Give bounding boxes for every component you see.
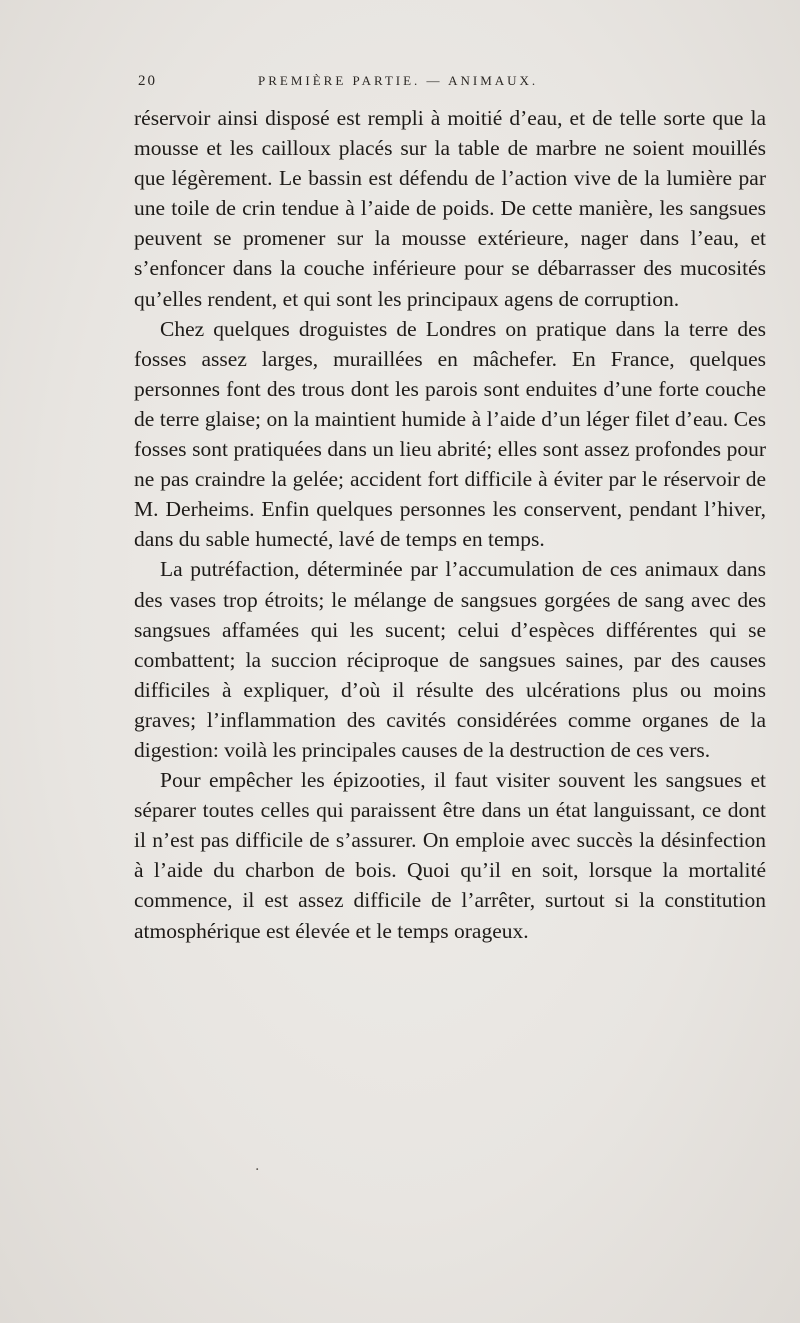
- paragraph-london-droguistes: Chez quelques droguistes de Londres on pratique dans la terre des fosses assez larges, muraillées en mâchefer. En France, quelques personnes font des trous dont les parois sont enduites d’une forte couche de terre glaise; on la maintient humide à l’aide d’un léger filet d’eau. Ces fosses sont pratiquées dans un lieu abrité; elles sont assez profondes pour ne pas craindre la gelée; accident fort difficile à éviter par le réservoir de M. Derheims. Enfin quelques personnes les conservent, pendant l’hiver, dans du sable humecté, lavé de temps en temps.: [134, 316, 766, 552]
- paragraph-epizooties: Pour empêcher les épizooties, il faut visiter souvent les sangsues et séparer toutes celles qui paraissent être dans un état languissant, ce dont il n’est pas difficile de s’assurer. On emploie avec succès la désinfection à l’aide du charbon de bois. Quoi qu’il en soit, lorsque la mortalité commence, il est assez difficile de l’arrêter, surtout si la constitution atmosphérique est élevée et le temps orageux.: [134, 768, 766, 943]
- body-text: [134, 103, 766, 946]
- running-head: [138, 73, 764, 97]
- paragraph-continued: réservoir ainsi disposé est rempli à moitié d’eau, et de telle sorte que la mousse et les cailloux placés sur la table de marbre ne soient mouillés que légèrement. Le bassin est défendu de l’action vive de la lumière par une toile de crin tendue à l’aide de poids. De cette manière, les sangsues peuvent se promener sur la mousse extérieure, nager dans l’eau, et s’enfoncer dans la couche inférieure pour se débarrasser des mucosités qu’elles rendent, et qui sont les principaux agens de corruption.: [134, 106, 766, 311]
- running-title: PREMIÈRE PARTIE. — ANIMAUX.: [258, 73, 539, 88]
- stray-ink-mark: ·: [255, 1162, 260, 1178]
- paragraph-putrefaction: La putréfaction, déterminée par l’accumulation de ces animaux dans des vases trop étroits; le mélange de sangsues gorgées de sang avec des sangsues affamées qui les sucent; celui d’espèces différentes qui se combattent; la succion réciproque de sangsues saines, par des causes difficiles à expliquer, d’où il résulte des ulcérations plus ou moins graves; l’inflammation des cavités considérées comme organes de la digestion: voilà les principales causes de la destruction de ces vers.: [134, 557, 766, 762]
- page-number: 20: [138, 73, 157, 89]
